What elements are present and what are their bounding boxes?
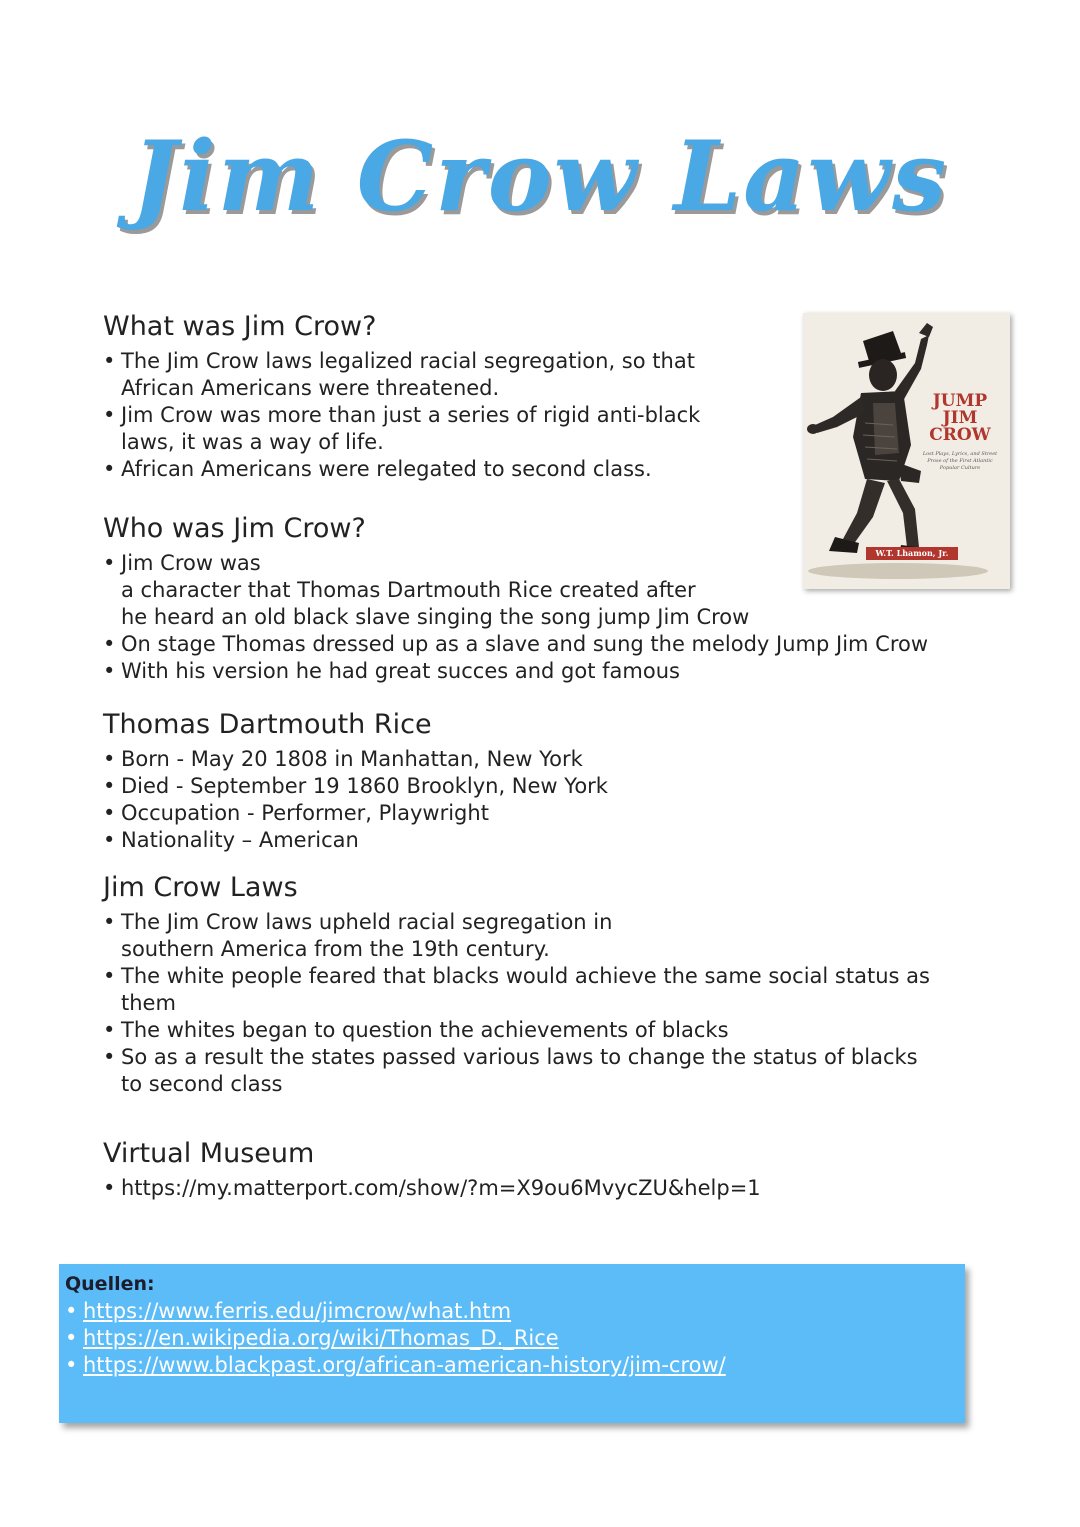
page-title: Jim Crow Laws bbox=[131, 120, 949, 233]
bullet-item: • The Jim Crow laws legalized racial segregation, so that African Americans were threatened. bbox=[103, 348, 983, 402]
source-item bbox=[65, 1298, 965, 1325]
bullet-item: • Died - September 19 1860 Brooklyn, New York bbox=[103, 773, 983, 800]
bullet-item: • Nationality – American bbox=[103, 827, 983, 854]
section-jim-crow-laws bbox=[103, 871, 983, 1098]
section-heading: Jim Crow Laws bbox=[103, 872, 298, 903]
source-link-wikipedia[interactable]: https://en.wikipedia.org/wiki/Thomas_D._Rice bbox=[83, 1326, 559, 1350]
section-who-was-jim-crow bbox=[103, 512, 983, 685]
sources-heading: Quellen: bbox=[65, 1273, 155, 1295]
section-heading: Who was Jim Crow? bbox=[103, 513, 366, 544]
museum-url: • https://my.matterport.com/show/?m=X9ou6MvycZU&help=1 bbox=[103, 1175, 983, 1202]
source-item bbox=[65, 1352, 965, 1379]
bullet-item: • Occupation - Performer, Playwright bbox=[103, 800, 983, 827]
bullet-item: • With his version he had great succes and got famous bbox=[103, 658, 983, 685]
bullet-item: • The Jim Crow laws upheld racial segregation in southern America from the 19th century. bbox=[103, 909, 983, 963]
book-author: W.T. Lhamon, Jr. bbox=[866, 547, 958, 560]
section-thomas-dartmouth-rice bbox=[103, 708, 983, 854]
bullet-item: • African Americans were relegated to second class. bbox=[103, 456, 983, 483]
bullet-item: • Jim Crow was a character that Thomas Dartmouth Rice created after he heard an old black slave singing the song jump Jim Crow bbox=[103, 550, 983, 631]
bullet-item: • So as a result the states passed various laws to change the status of blacks to second class bbox=[103, 1044, 983, 1098]
bullet-item: • On stage Thomas dressed up as a slave and sung the melody Jump Jim Crow bbox=[103, 631, 983, 658]
section-heading: Virtual Museum bbox=[103, 1138, 315, 1169]
source-link-ferris[interactable]: https://www.ferris.edu/jimcrow/what.htm bbox=[83, 1299, 512, 1323]
bullet-item: • Jim Crow was more than just a series of rigid anti-black laws, it was a way of life. bbox=[103, 402, 983, 456]
bullet-item: • The whites began to question the achievements of blacks bbox=[103, 1017, 983, 1044]
source-link-blackpast[interactable]: https://www.blackpast.org/african-american-history/jim-crow/ bbox=[83, 1353, 726, 1377]
section-heading: Thomas Dartmouth Rice bbox=[103, 709, 432, 740]
sources-box bbox=[59, 1264, 965, 1423]
book-subtitle: Lost Plays, Lyrics, and Street Prose of the First Atlantic Popular Culture bbox=[922, 451, 998, 471]
section-heading: What was Jim Crow? bbox=[103, 311, 377, 342]
bullet-item: • Born - May 20 1808 in Manhattan, New York bbox=[103, 746, 983, 773]
section-virtual-museum bbox=[103, 1137, 983, 1202]
bullet-item: • The white people feared that blacks would achieve the same social status as them bbox=[103, 963, 983, 1017]
source-item bbox=[65, 1325, 965, 1352]
book-title: JUMP JIM CROW bbox=[929, 391, 991, 445]
